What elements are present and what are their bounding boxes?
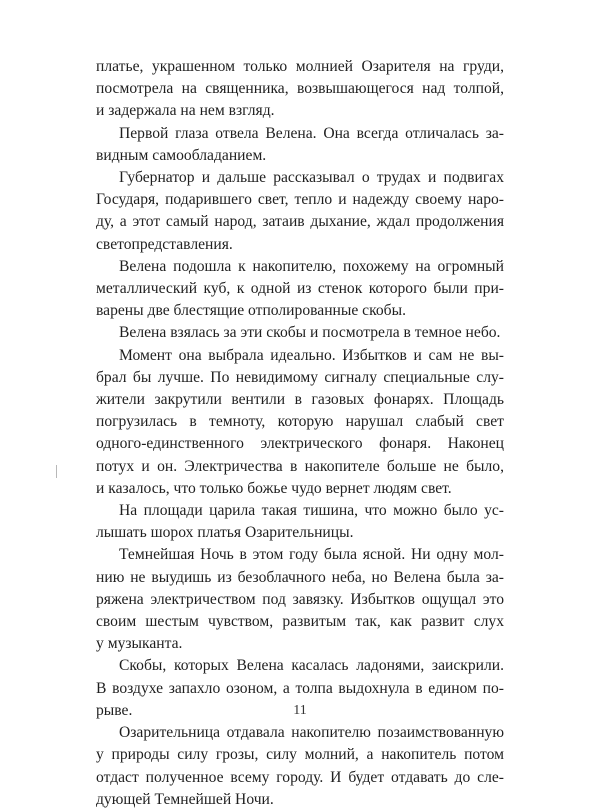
text-line: и казалось, что только божье чудо вернет людям свет. xyxy=(96,479,452,497)
paragraph-10 xyxy=(96,722,504,811)
text-line: На площади царила такая тишина, что можно было ус- xyxy=(119,502,504,520)
text-line: видным самообладанием. xyxy=(96,146,267,164)
text-line: ду, а этот самый народ, затаив дыхание, ждал продолжения xyxy=(96,213,504,231)
text-line: Озарительница отдавала накопителю позаимствованную xyxy=(119,724,504,742)
page-number: 11 xyxy=(293,703,307,718)
text-line: Велена взялась за эти скобы и посмотрела в темное небо. xyxy=(119,324,501,342)
text-line: дующей Темнейшей Ночи. xyxy=(96,790,274,808)
text-line: варены две блестящие отполированные скобы. xyxy=(96,302,406,320)
text-line: Губернатор и дальше рассказывал о трудах и подвигах xyxy=(119,169,504,187)
paragraph-3 xyxy=(96,167,504,256)
text-line: рыве. xyxy=(96,701,133,719)
margin-mark xyxy=(56,465,57,478)
text-line: у музыканта. xyxy=(96,635,183,653)
paragraph-4 xyxy=(96,256,504,323)
text-line: Первой глаза отвела Велена. Она всегда отличалась за- xyxy=(119,124,504,142)
text-line: металлический куб, к одной из стенок которого были при- xyxy=(96,280,504,298)
paragraph-5 xyxy=(96,322,504,344)
text-line: потух и он. Электричества в накопителе больше не было, xyxy=(96,457,504,475)
text-line: платье, украшенном только молнией Озарителя на груди, xyxy=(96,58,504,75)
text-line: своим шестым чувством, развитым так, как развит слух xyxy=(96,613,504,631)
text-line: светопредставления. xyxy=(96,235,233,253)
text-line: и задержала на нем взгляд. xyxy=(96,102,275,120)
text-line: отдаст полученное всему городу. И будет отдавать до сле- xyxy=(96,768,504,786)
text-line: жители закрутили вентили в газовых фонарях. Площадь xyxy=(96,391,504,409)
paragraph-8 xyxy=(96,544,504,655)
text-line: посмотрела на священника, возвышающегося над толпой, xyxy=(96,80,504,98)
text-line: Велена подошла к накопителю, похожему на огромный xyxy=(119,257,504,275)
text-line: В воздухе запахло озоном, а толпа выдохнула в едином по- xyxy=(96,679,504,697)
text-line: Государя, подарившего свет, тепло и надежду своему наро- xyxy=(96,191,504,209)
text-line: брал бы лучше. По невидимому сигналу специальные слу- xyxy=(96,368,504,386)
text-line: одного-единственного электрического фонаря. Наконец xyxy=(96,435,504,453)
text-line: у природы силу грозы, силу молний, а накопитель потом xyxy=(96,746,504,764)
text-line: погрузилась в темноту, которую нарушал слабый свет xyxy=(96,413,504,431)
paragraph-6 xyxy=(96,345,504,500)
text-line: нию не выудишь из безоблачного неба, но Велена была за- xyxy=(96,568,504,586)
text-line: ряжена электричеством под завязку. Избытков ощущал это xyxy=(96,590,504,608)
text-line: Момент она выбрала идеально. Избытков и сам не вы- xyxy=(119,346,504,364)
text-line: Скобы, которых Велена касалась ладонями, заискрили. xyxy=(119,657,504,675)
text-line: лышать шорох платья Озарительницы. xyxy=(96,524,354,542)
paragraph-2 xyxy=(96,123,504,167)
page-body-text xyxy=(96,56,504,811)
paragraph-7 xyxy=(96,500,504,544)
text-line: Темнейшая Ночь в этом году была ясной. Ни одну мол- xyxy=(119,546,504,564)
paragraph-1 xyxy=(96,56,504,123)
